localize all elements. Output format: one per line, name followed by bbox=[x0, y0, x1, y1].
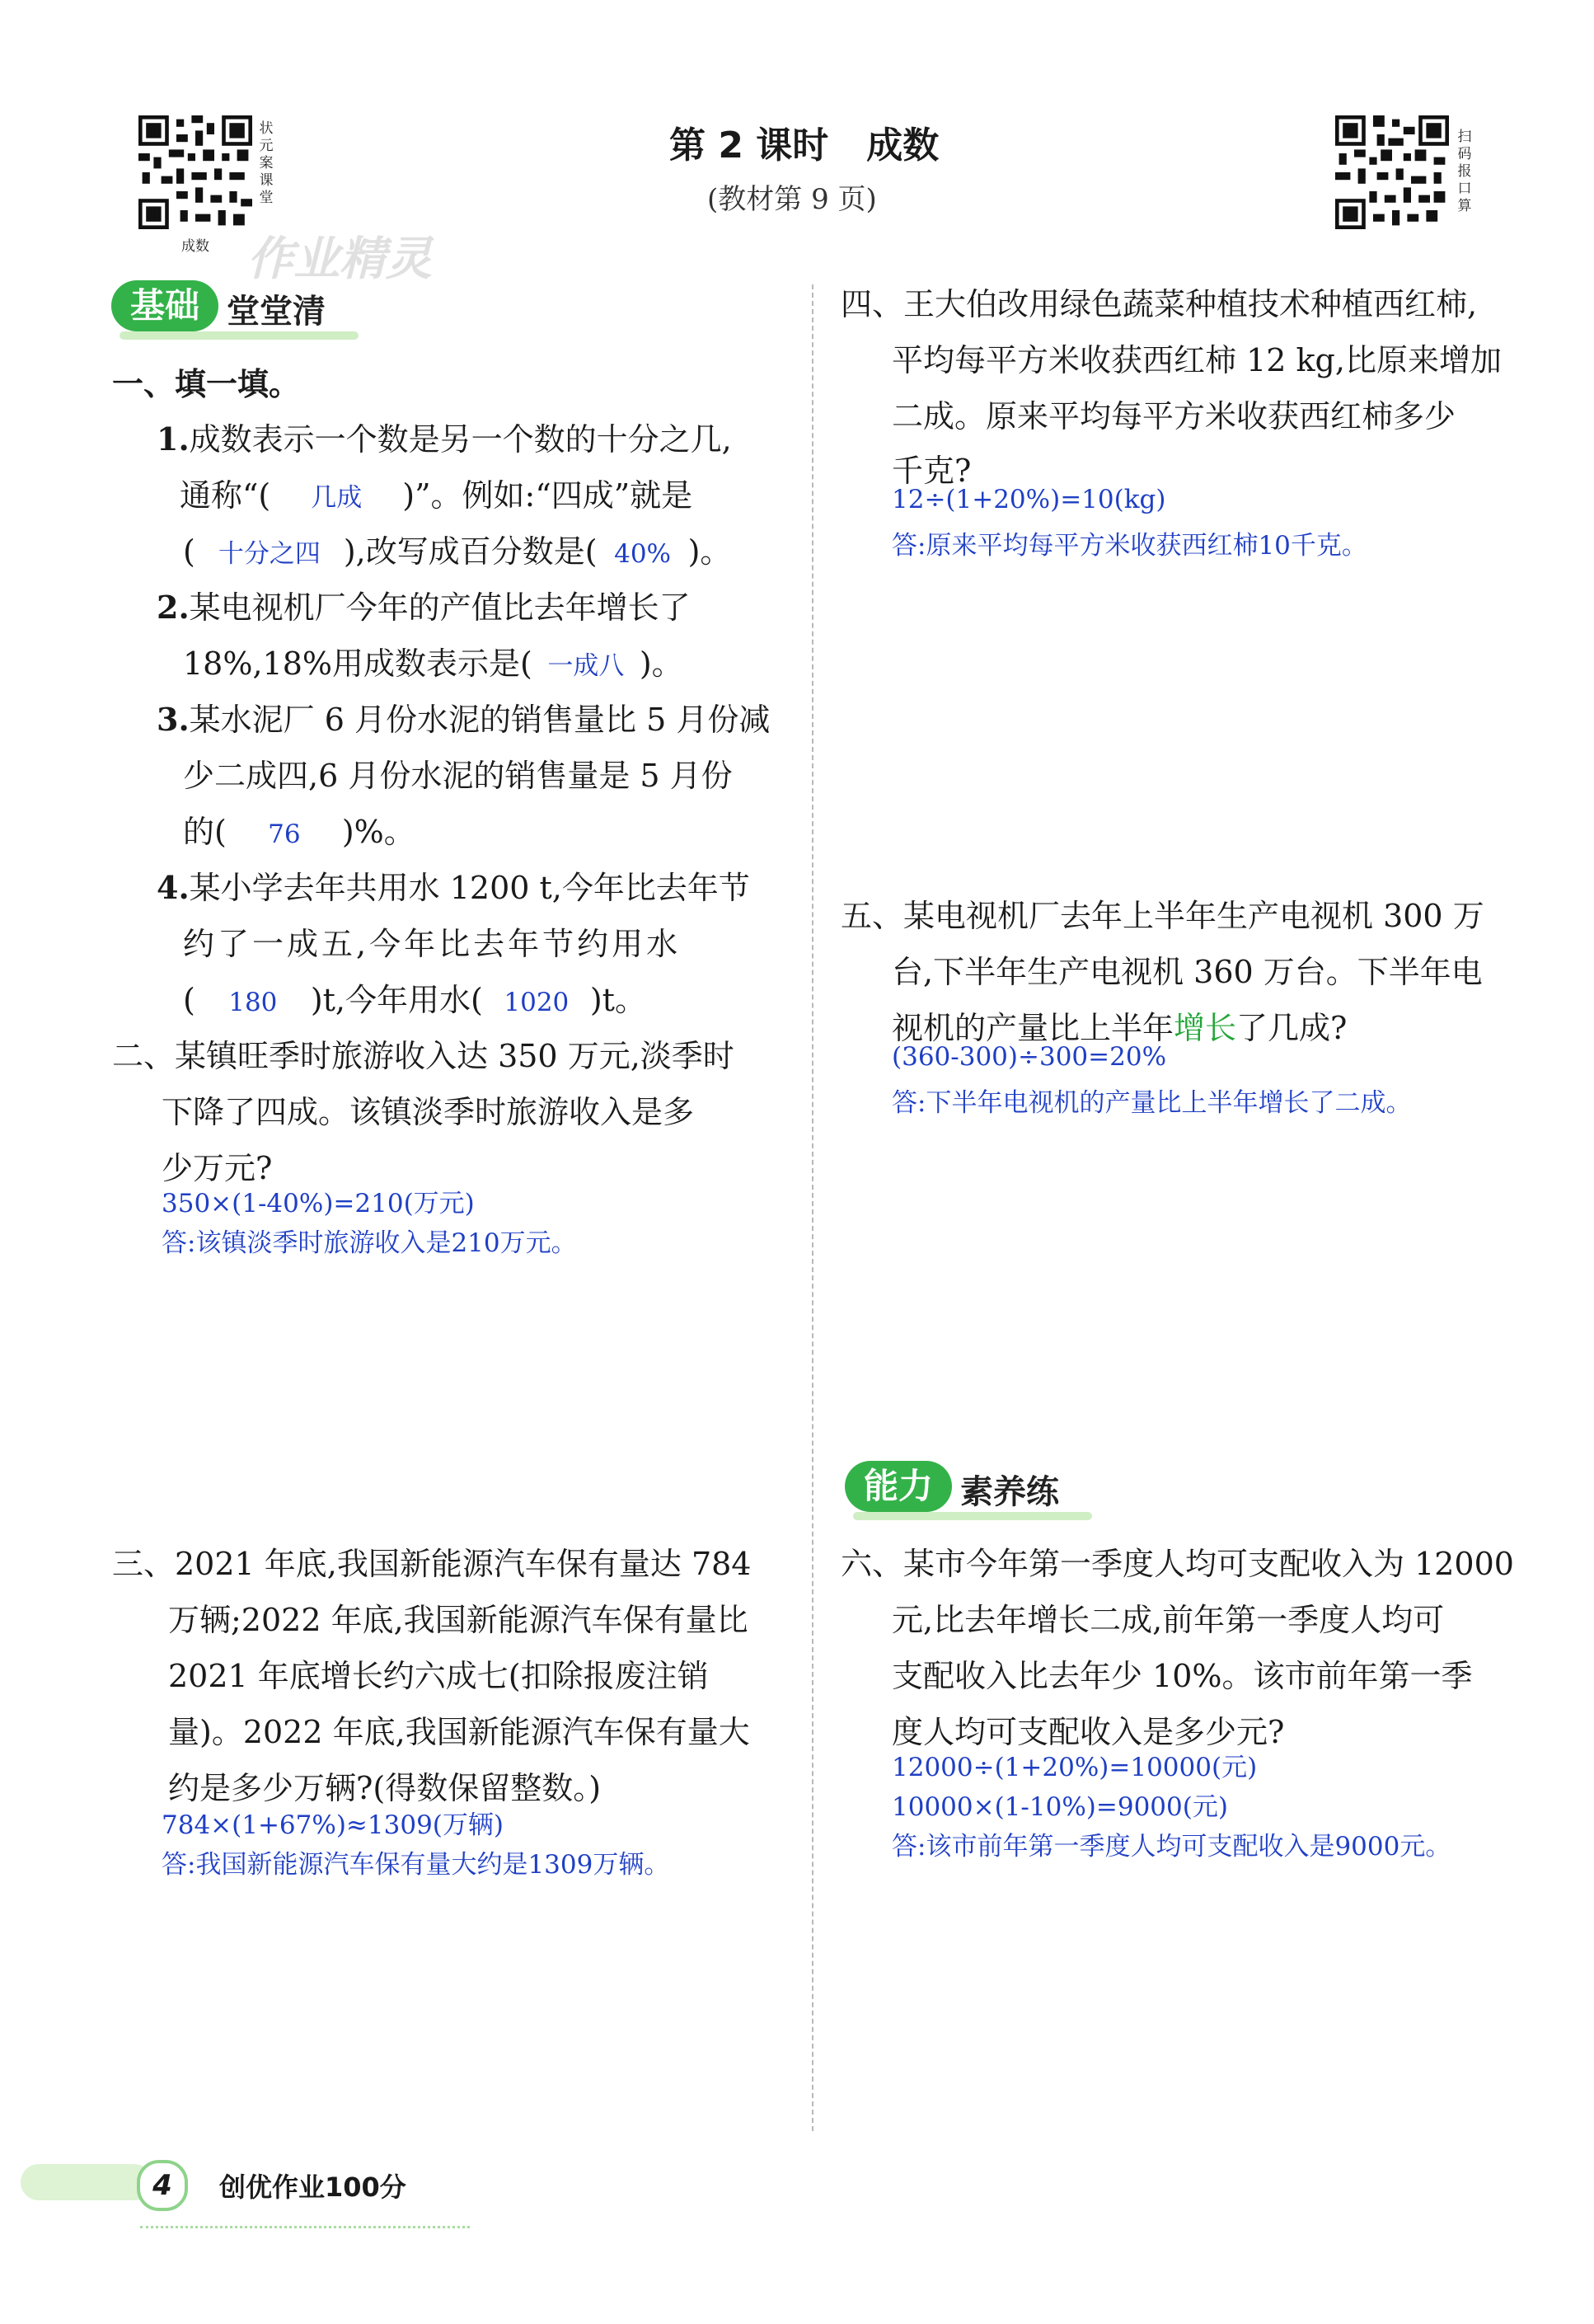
q1-item4-line1 bbox=[157, 862, 750, 908]
line-text: )。 bbox=[687, 533, 732, 570]
q5-line2: 台,下半年生产电视机 360 万台。下半年电 bbox=[892, 954, 1483, 990]
badge-rest: 素养练 bbox=[960, 1473, 1059, 1511]
line-text: 视机的产量比上半年 bbox=[892, 1010, 1174, 1046]
q1-item3-line1 bbox=[157, 694, 770, 739]
q3-line4: 量)。2022 年底,我国新能源汽车保有量大 bbox=[168, 1714, 750, 1750]
q1-item4-line2: 约了一成五,今年比去年节约用水 bbox=[183, 926, 682, 962]
line-text: 的( bbox=[183, 814, 227, 850]
q1-item1-line2 bbox=[180, 470, 692, 515]
q6-line1: 六、某市今年第一季度人均可支配收入为 12000 bbox=[841, 1546, 1514, 1582]
qr-left-caption: 成数 bbox=[181, 238, 209, 255]
badge-underline bbox=[853, 1512, 1092, 1520]
q6-answer-sentence: 答:该市前年第一季度人均可支配收入是9000元。 bbox=[892, 1832, 1451, 1862]
q1-item2-line2 bbox=[183, 638, 683, 683]
q3-line1: 三、2021 年底,我国新能源汽车保有量达 784 bbox=[112, 1546, 752, 1582]
line-text: 某水泥厂 6 月份水泥的销售量比 5 月份减 bbox=[189, 702, 771, 738]
q2-line3: 少万元? bbox=[162, 1150, 273, 1186]
section-ability-badge bbox=[845, 1461, 1100, 1512]
qr-code-right bbox=[1335, 115, 1449, 229]
q2-line2: 下降了四成。该镇淡季时旅游收入是多 bbox=[162, 1094, 695, 1130]
badge-underline bbox=[120, 331, 359, 340]
q4-line3: 二成。原来平均每平方米收获西红柿多少 bbox=[892, 398, 1456, 434]
q1-item1-line3 bbox=[183, 526, 731, 571]
badge-rest: 堂堂清 bbox=[227, 293, 326, 331]
item-number: 3. bbox=[157, 701, 190, 738]
q4-line4: 千克? bbox=[892, 453, 972, 489]
answer-fill: 一成八 bbox=[547, 651, 625, 681]
q3-answer-equation: 784×(1+67%)≈1309(万辆) bbox=[162, 1810, 504, 1840]
q5-answer-sentence: 答:下半年电视机的产量比上半年增长了二成。 bbox=[892, 1088, 1412, 1118]
section-basic-badge bbox=[111, 280, 367, 331]
line-text: 成数表示一个数是另一个数的十分之几, bbox=[189, 421, 732, 458]
q3-answer-sentence: 答:我国新能源汽车保有量大约是1309万辆。 bbox=[162, 1850, 670, 1880]
line-text: )t,今年用水( bbox=[310, 982, 483, 1018]
q6-line4: 度人均可支配收入是多少元? bbox=[892, 1714, 1285, 1750]
answer-fill: 180 bbox=[228, 988, 278, 1017]
q4-line1: 四、王大伯改用绿色蔬菜种植技术种植西红柿, bbox=[841, 286, 1478, 322]
item-number: 2. bbox=[157, 589, 190, 626]
line-text: )%。 bbox=[341, 814, 415, 850]
book-title: 创优作业100分 bbox=[219, 2171, 406, 2203]
q5-line3 bbox=[892, 1002, 1347, 1048]
line-text: ),改写成百分数是( bbox=[343, 533, 598, 570]
answer-fill: 76 bbox=[268, 819, 301, 849]
line-text: 18%,18%用成数表示是( bbox=[183, 646, 532, 682]
badge-pill: 能力 bbox=[845, 1461, 952, 1512]
q1-heading: 一、填一填。 bbox=[112, 365, 301, 402]
line-text: )”。例如:“四成”就是 bbox=[402, 477, 693, 514]
line-text: 通称“( bbox=[180, 477, 271, 514]
q2-line1: 二、某镇旺季时旅游收入达 350 万元,淡季时 bbox=[112, 1038, 734, 1074]
qr-left-side-text: 状元案课堂 bbox=[259, 120, 274, 206]
q2-answer-equation: 350×(1-40%)=210(万元) bbox=[162, 1189, 475, 1218]
highlighted-word: 增长 bbox=[1174, 1010, 1237, 1046]
page-subtitle: (教材第 9 页) bbox=[707, 183, 877, 216]
watermark: 作业精灵 bbox=[247, 232, 432, 286]
q3-line5: 约是多少万辆?(得数保留整数。) bbox=[168, 1770, 602, 1806]
q4-line2: 平均每平方米收获西红柿 12 kg,比原来增加 bbox=[892, 342, 1502, 378]
q6-answer-equation-1: 12000÷(1+20%)=10000(元) bbox=[892, 1753, 1258, 1782]
q4-answer-sentence: 答:原来平均每平方米收获西红柿10千克。 bbox=[892, 531, 1367, 561]
line-text: 了几成? bbox=[1236, 1010, 1348, 1046]
q6-answer-equation-2: 10000×(1-10%)=9000(元) bbox=[892, 1792, 1228, 1822]
line-text: 某小学去年共用水 1200 t,今年比去年节 bbox=[189, 870, 750, 906]
q5-line1: 五、某电视机厂去年上半年生产电视机 300 万 bbox=[841, 898, 1484, 934]
answer-fill: 1020 bbox=[504, 988, 570, 1017]
q1-item1-line1 bbox=[157, 414, 732, 459]
q6-line2: 元,比去年增长二成,前年第一季度人均可 bbox=[892, 1602, 1445, 1638]
item-number: 4. bbox=[157, 869, 190, 906]
answer-fill: 十分之四 bbox=[218, 539, 321, 569]
footer-band bbox=[21, 2164, 152, 2200]
line-text: 某电视机厂今年的产值比去年增长了 bbox=[189, 589, 691, 626]
line-text: )。 bbox=[639, 646, 683, 682]
answer-fill: 几成 bbox=[311, 483, 363, 513]
q3-line3: 2021 年底增长约六成七(扣除报废注销 bbox=[168, 1658, 709, 1694]
line-text: ( bbox=[183, 982, 195, 1018]
page-number: 4 bbox=[137, 2160, 188, 2211]
badge-pill: 基础 bbox=[111, 280, 218, 331]
q1-item3-line3 bbox=[183, 806, 415, 852]
qr-code-left bbox=[138, 115, 252, 229]
q1-item2-line1 bbox=[157, 582, 691, 627]
line-text: ( bbox=[183, 533, 195, 570]
item-number: 1. bbox=[157, 420, 190, 458]
q5-answer-equation: (360-300)÷300=20% bbox=[892, 1042, 1167, 1072]
column-divider bbox=[812, 284, 813, 2131]
footer-dotted-line bbox=[140, 2226, 470, 2228]
page-title: 第 2 课时 成数 bbox=[669, 124, 940, 167]
q2-answer-sentence: 答:该镇淡季时旅游收入是210万元。 bbox=[162, 1228, 577, 1258]
q1-item4-line3 bbox=[183, 974, 646, 1020]
q4-answer-equation: 12÷(1+20%)=10(kg) bbox=[892, 485, 1166, 514]
q6-line3: 支配收入比去年少 10%。该市前年第一季 bbox=[892, 1658, 1473, 1694]
qr-right-side-text: 扫码报口算 bbox=[1457, 129, 1472, 214]
q1-item3-line2: 少二成四,6 月份水泥的销售量是 5 月份 bbox=[183, 758, 733, 794]
q3-line2: 万辆;2022 年底,我国新能源汽车保有量比 bbox=[168, 1602, 748, 1638]
answer-fill: 40% bbox=[614, 539, 672, 569]
line-text: )t。 bbox=[589, 982, 646, 1018]
